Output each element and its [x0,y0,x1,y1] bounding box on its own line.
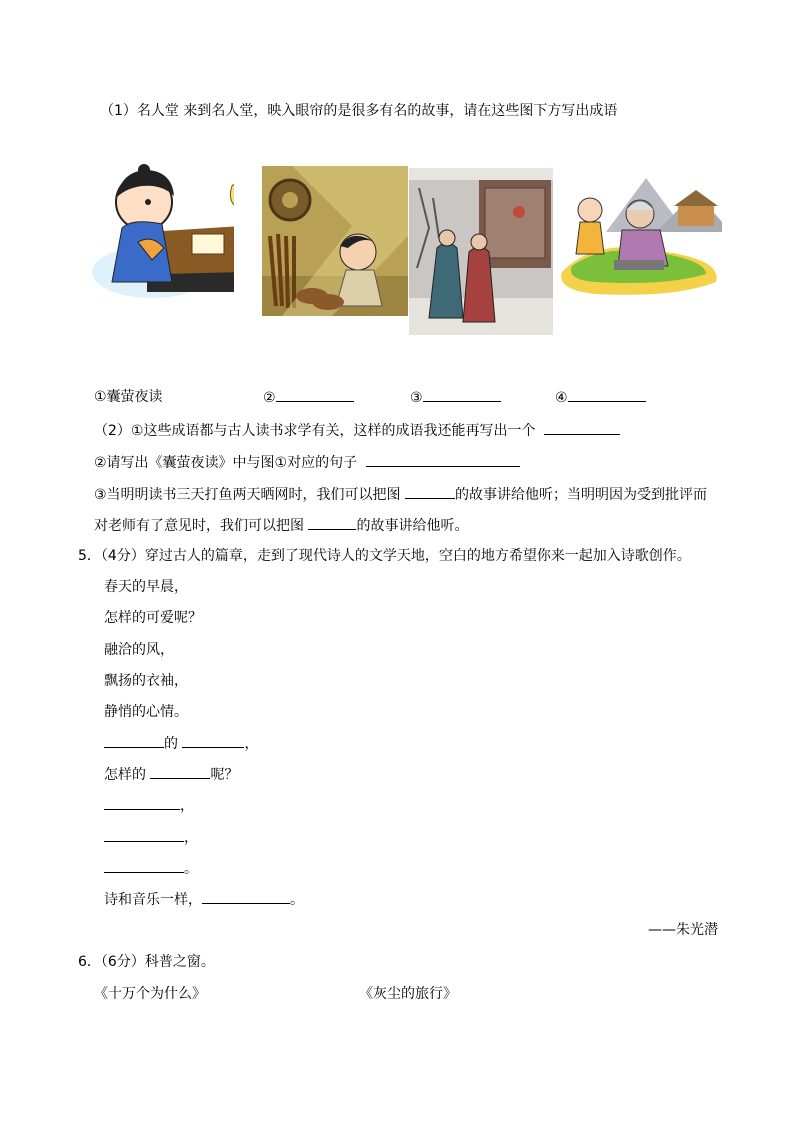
answer-3-blank[interactable] [423,387,501,402]
question-2-1: （2）①这些成语都与古人读书求学有关，这样的成语我还能再写出一个 [94,420,620,441]
weaving-sandals-image [262,166,408,316]
question-2-2: ②请写出《囊萤夜读》中与图①对应的句子 [94,452,520,473]
answer-1: ①囊萤夜读 [94,389,163,405]
question-2-3b: 对老师有了意见时，我们可以把图 的故事讲给他听。 [94,515,468,536]
book-title-2: 《灰尘的旅行》 [359,986,457,1002]
book-title-1: 《十万个为什么》 [94,986,206,1002]
poem-line-9: ， [104,827,198,848]
poem-line-7: 怎样的 呢？ [104,764,238,785]
answer-4-blank[interactable] [568,387,646,402]
question-2-3a: ③当明明读书三天打鱼两天晒网时，我们可以把图 的故事讲给他听；当明明因为受到批评而 [94,484,707,505]
poem-blank-11[interactable] [202,889,290,904]
poem-line-4: 飘扬的衣袖， [104,673,188,689]
poem-line-8: ， [104,795,194,816]
picture-blank-2[interactable] [308,515,356,530]
firefly-lantern-reading-image [92,162,234,298]
question-5-header: 5．（4分）穿过古人的篇章，走到了现代诗人的文学天地，空白的地方希望你来一起加入诗歌创作。 [78,548,691,564]
question-6-header: 6．（6分）科普之窗。 [78,954,215,970]
answer-3-label: ③ [410,387,501,408]
poem-line-6: 的 ， [104,733,258,754]
sentence-blank[interactable] [366,452,520,467]
snow-at-door-image [409,168,553,335]
poem-line-3: 融洽的风， [104,642,174,658]
poem-line-2: 怎样的可爱呢？ [104,610,202,626]
poem-blank-6b[interactable] [182,733,244,748]
picture-blank-1[interactable] [405,484,455,499]
answer-2-blank[interactable] [276,387,354,402]
poem-line-10: 。 [104,858,198,879]
poem-line-1: 春天的早晨， [104,579,188,595]
poem-blank-7[interactable] [150,764,210,779]
poem-author: ——朱光潜 [648,922,718,938]
poem-blank-10[interactable] [104,858,184,873]
section1-intro: （1）名人堂 来到名人堂，映入眼帘的是很多有名的故事，请在这些图下方写出成语 [100,103,618,119]
poem-blank-8[interactable] [104,795,180,810]
poem-line-5: 静悄的心情。 [104,704,188,720]
grinding-iron-rod-image [556,162,722,298]
idiom-blank[interactable] [544,420,620,435]
poem-blank-9[interactable] [104,827,184,842]
poem-line-11: 诗和音乐一样， 。 [104,889,304,910]
answer-2-label: ② [263,387,354,408]
answer-4-label: ④ [555,387,646,408]
poem-blank-6a[interactable] [104,733,164,748]
